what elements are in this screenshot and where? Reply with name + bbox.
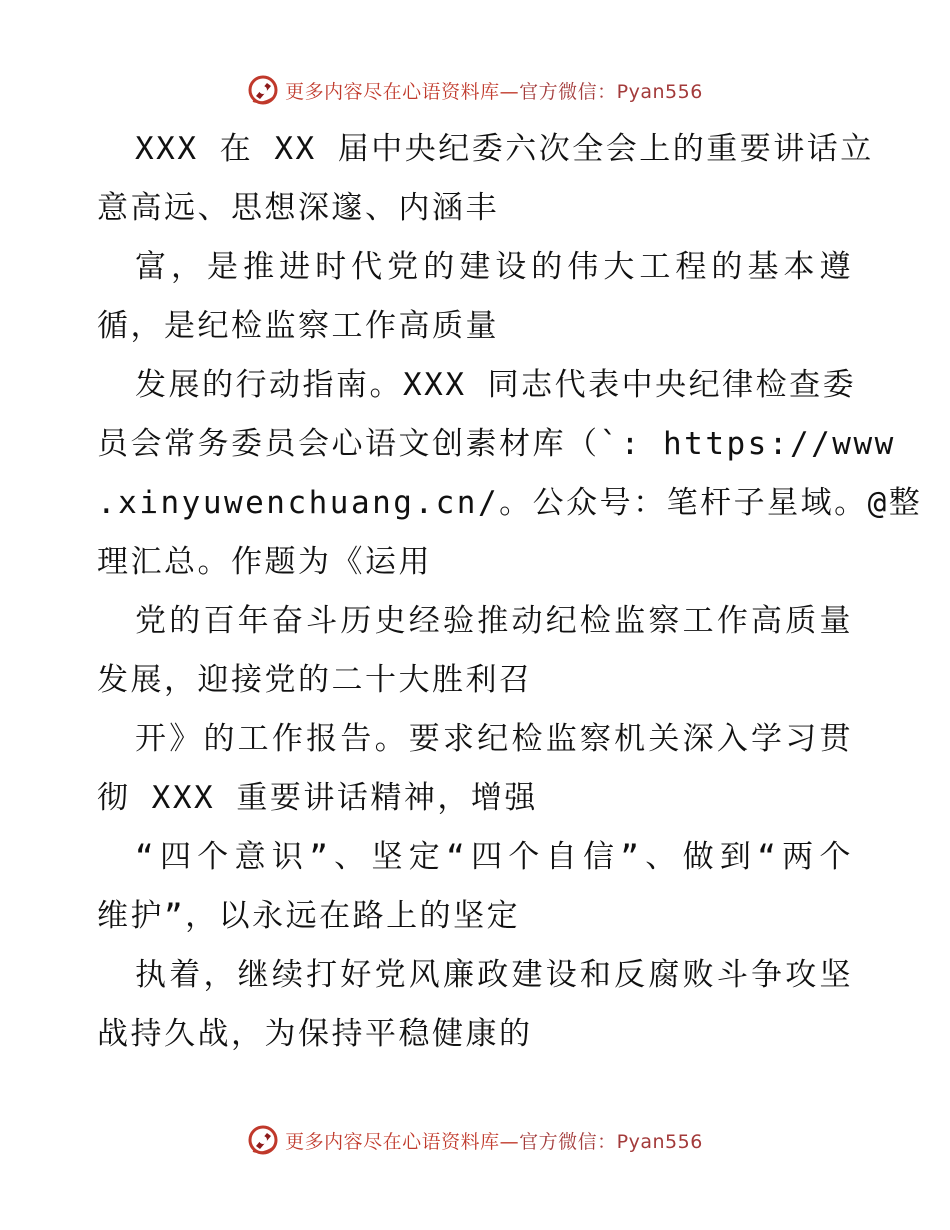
- banner-separator: —: [499, 1130, 520, 1153]
- footer-watermark-banner: [0, 1122, 950, 1158]
- text-line: 战持久战，为保持平稳健康的: [97, 1016, 533, 1052]
- banner-text: [285, 1127, 703, 1154]
- text-line: 彻 XXX 重要讲话精神，增强: [97, 780, 538, 816]
- text-line: 意高远、思想深邃、内涵丰: [97, 190, 499, 226]
- banner-text: [285, 77, 703, 104]
- text-line: 富，是推进时代党的建设的伟大工程的基本遵: [135, 249, 853, 285]
- text-line: 发展的行动指南。XXX 同志代表中央纪律检查委: [135, 367, 857, 403]
- text-line: 发展，迎接党的二十大胜利召: [97, 662, 533, 698]
- text-line: .xinyuwenchuang.cn/。公众号：笔杆子星域。@整: [97, 485, 923, 521]
- pen-circle-logo-icon: [247, 74, 279, 106]
- banner-wechat-text: 官方微信：Pyan556: [519, 1130, 703, 1153]
- text-line: 循，是纪检监察工作高质量: [97, 308, 499, 344]
- text-line: 员会常务委员会心语文创素材库（`: https://www: [97, 426, 896, 462]
- text-line: “四个意识”、坚定“四个自信”、做到“两个: [135, 839, 853, 875]
- text-line: 维护”，以永远在路上的坚定: [97, 898, 521, 934]
- text-line: 理汇总。作题为《运用: [97, 544, 432, 580]
- document-paragraph: [97, 120, 923, 1064]
- text-line: 党的百年奋斗历史经验推动纪检监察工作高质量: [135, 603, 853, 639]
- document-body: [97, 120, 923, 1064]
- pen-circle-logo-icon: [247, 1124, 279, 1156]
- banner-main-text: 更多内容尽在心语资料库: [285, 1130, 500, 1153]
- text-line: 开》的工作报告。要求纪检监察机关深入学习贯: [135, 721, 853, 757]
- text-line: XXX 在 XX 届中央纪委六次全会上的重要讲话立: [135, 131, 874, 167]
- banner-wechat-text: 官方微信：Pyan556: [519, 80, 703, 103]
- banner-separator: —: [499, 80, 520, 103]
- banner-main-text: 更多内容尽在心语资料库: [285, 80, 500, 103]
- text-line: 执着，继续打好党风廉政建设和反腐败斗争攻坚: [135, 957, 853, 993]
- header-watermark-banner: [0, 72, 950, 108]
